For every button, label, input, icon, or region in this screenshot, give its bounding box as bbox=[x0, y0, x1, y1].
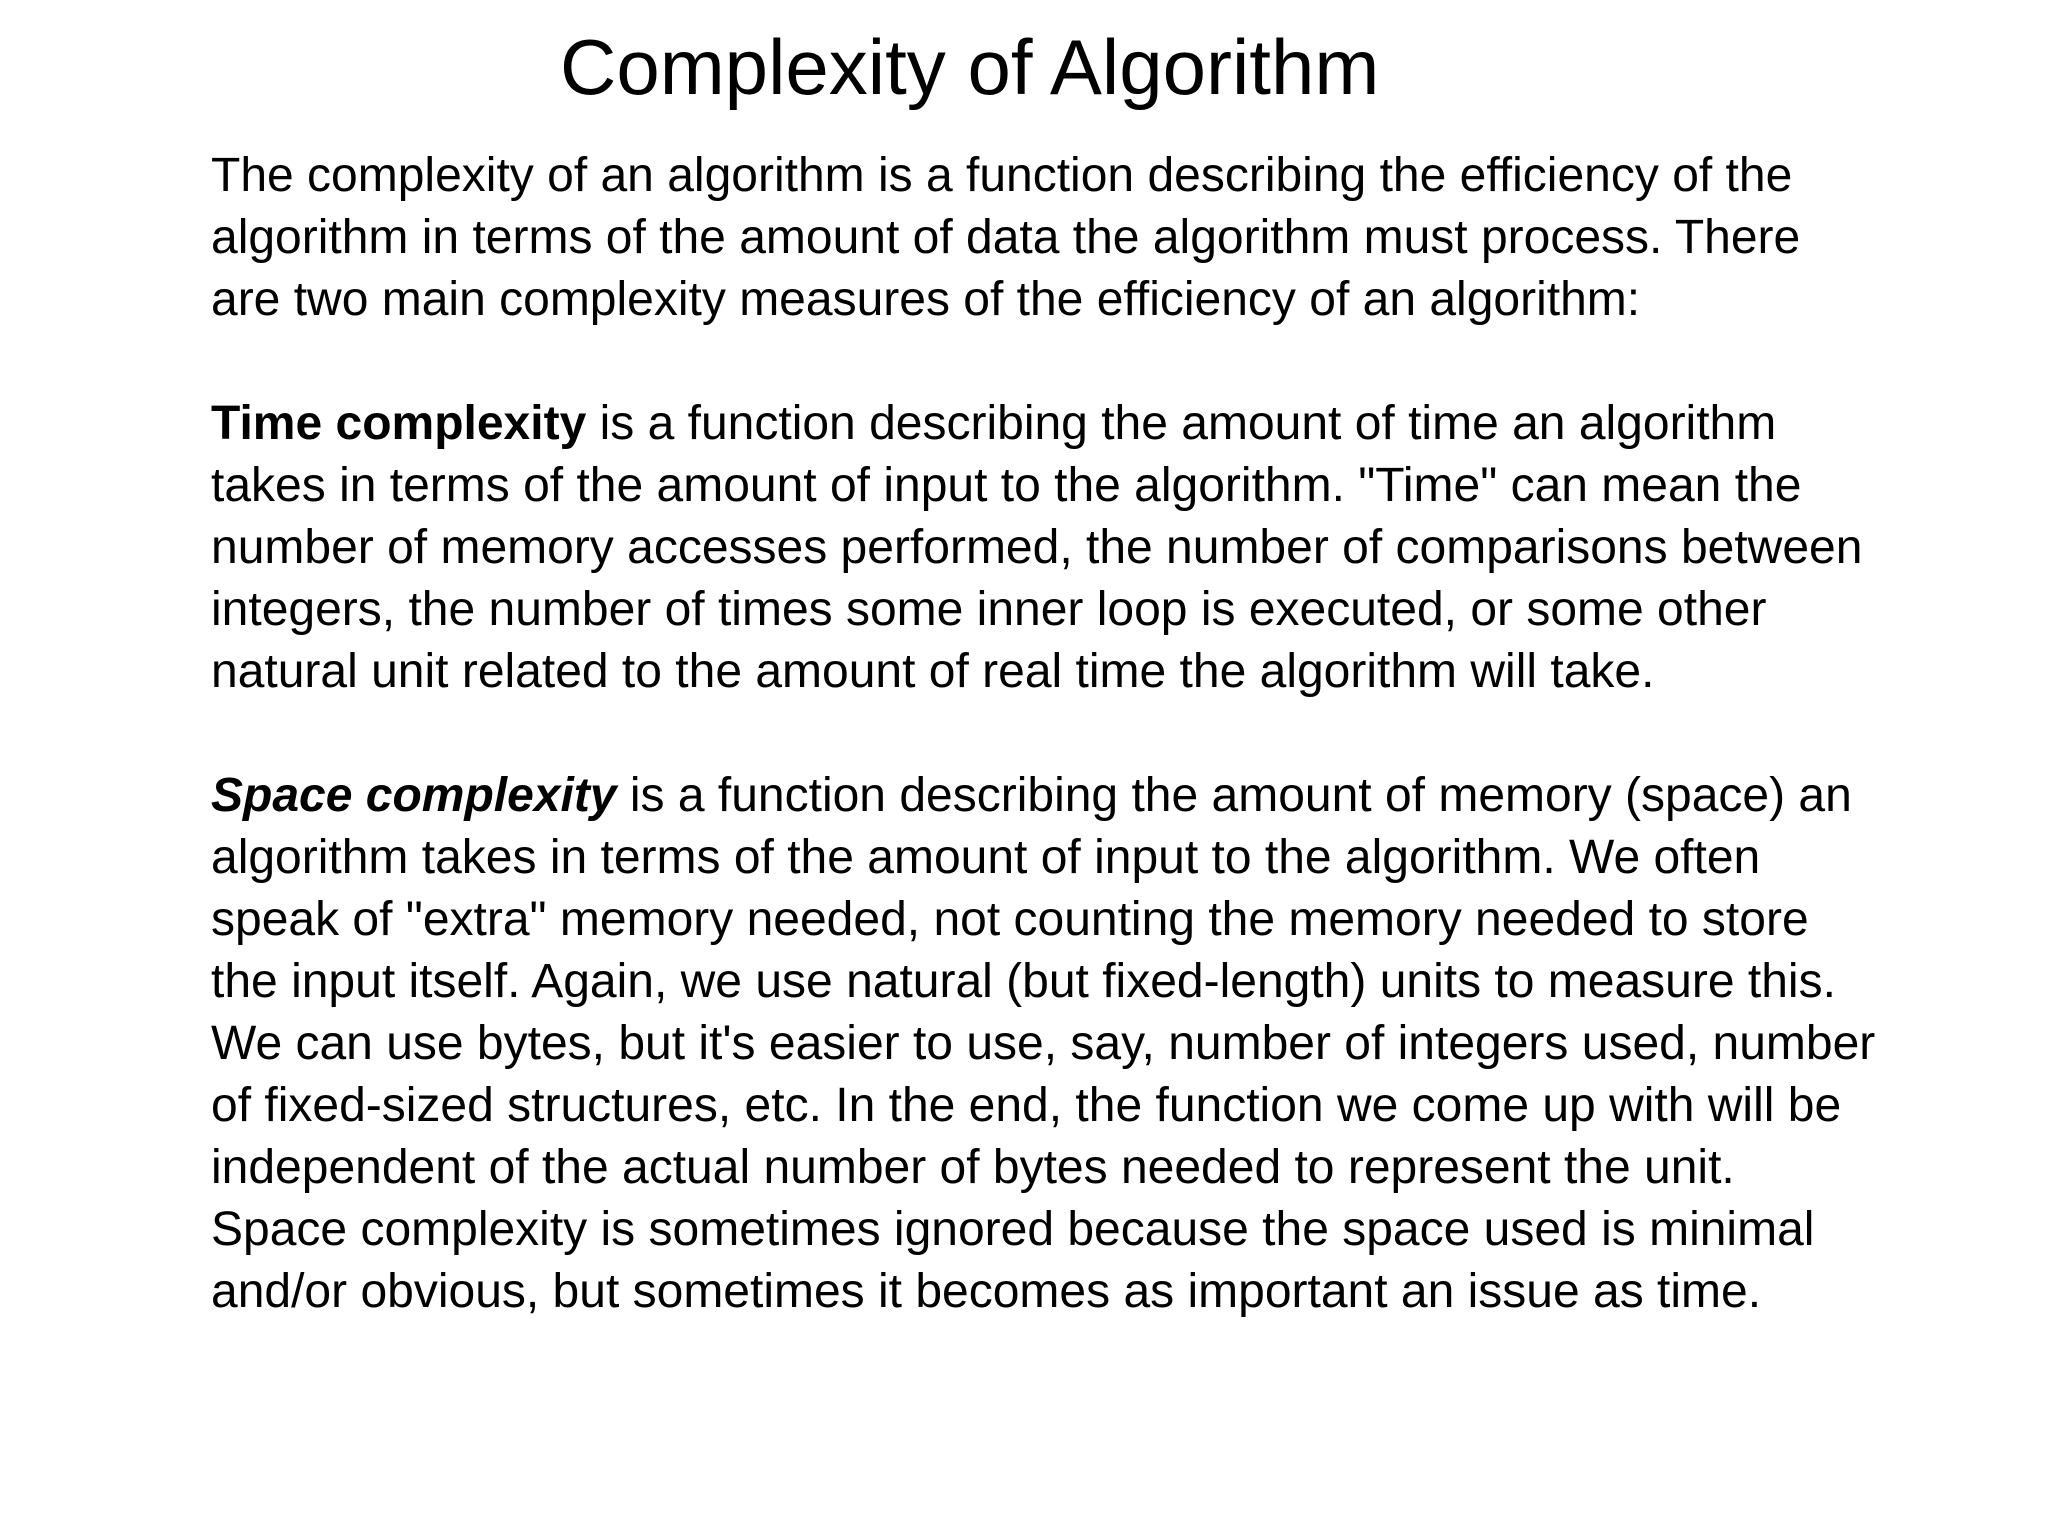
text-line: independent of the actual number of bytes needed to represent the unit. bbox=[211, 1141, 1735, 1194]
text-line bbox=[211, 765, 2031, 827]
text-line: and/or obvious, but sometimes it becomes as important an issue as time. bbox=[211, 1265, 1762, 1318]
time-complexity-term: Time complexity bbox=[211, 397, 587, 450]
text-line: We can use bytes, but it's easier to use, say, number of integers used, number bbox=[211, 1017, 1876, 1070]
slide-body bbox=[211, 145, 2031, 1323]
time-complexity-line-rest: is a function describing the amount of time an algorithm bbox=[586, 397, 1777, 450]
slide-title: Complexity of Algorithm bbox=[560, 23, 1380, 111]
text-line: number of memory accesses performed, the number of comparisons between bbox=[211, 521, 1863, 574]
text-line: natural unit related to the amount of real time the algorithm will take. bbox=[211, 645, 1655, 698]
text-line: algorithm takes in terms of the amount of input to the algorithm. We often bbox=[211, 831, 1761, 884]
text-line: The complexity of an algorithm is a function describing the efficiency of the bbox=[211, 149, 1793, 202]
text-line: the input itself. Again, we use natural (but fixed-length) units to measure this. bbox=[211, 955, 1836, 1008]
text-line: speak of "extra" memory needed, not counting the memory needed to store bbox=[211, 893, 1809, 946]
text-line: of fixed-sized structures, etc. In the end, the function we come up with will be bbox=[211, 1079, 1842, 1132]
time-complexity-paragraph bbox=[211, 393, 2031, 703]
space-complexity-line-rest: is a function describing the amount of memory (space) an bbox=[616, 769, 1852, 822]
space-complexity-term: Space complexity bbox=[211, 769, 617, 822]
text-line bbox=[211, 393, 2031, 455]
text-line: are two main complexity measures of the efficiency of an algorithm: bbox=[211, 273, 1641, 326]
text-line: integers, the number of times some inner loop is executed, or some other bbox=[211, 583, 1767, 636]
paragraph-spacer bbox=[211, 331, 2031, 393]
text-line: takes in terms of the amount of input to the algorithm. "Time" can mean the bbox=[211, 459, 1802, 512]
space-complexity-paragraph bbox=[211, 765, 2031, 1323]
text-line: algorithm in terms of the amount of data the algorithm must process. There bbox=[211, 211, 1801, 264]
paragraph-spacer bbox=[211, 703, 2031, 765]
intro-paragraph bbox=[211, 145, 2031, 331]
text-line: Space complexity is sometimes ignored because the space used is minimal bbox=[211, 1203, 1815, 1256]
